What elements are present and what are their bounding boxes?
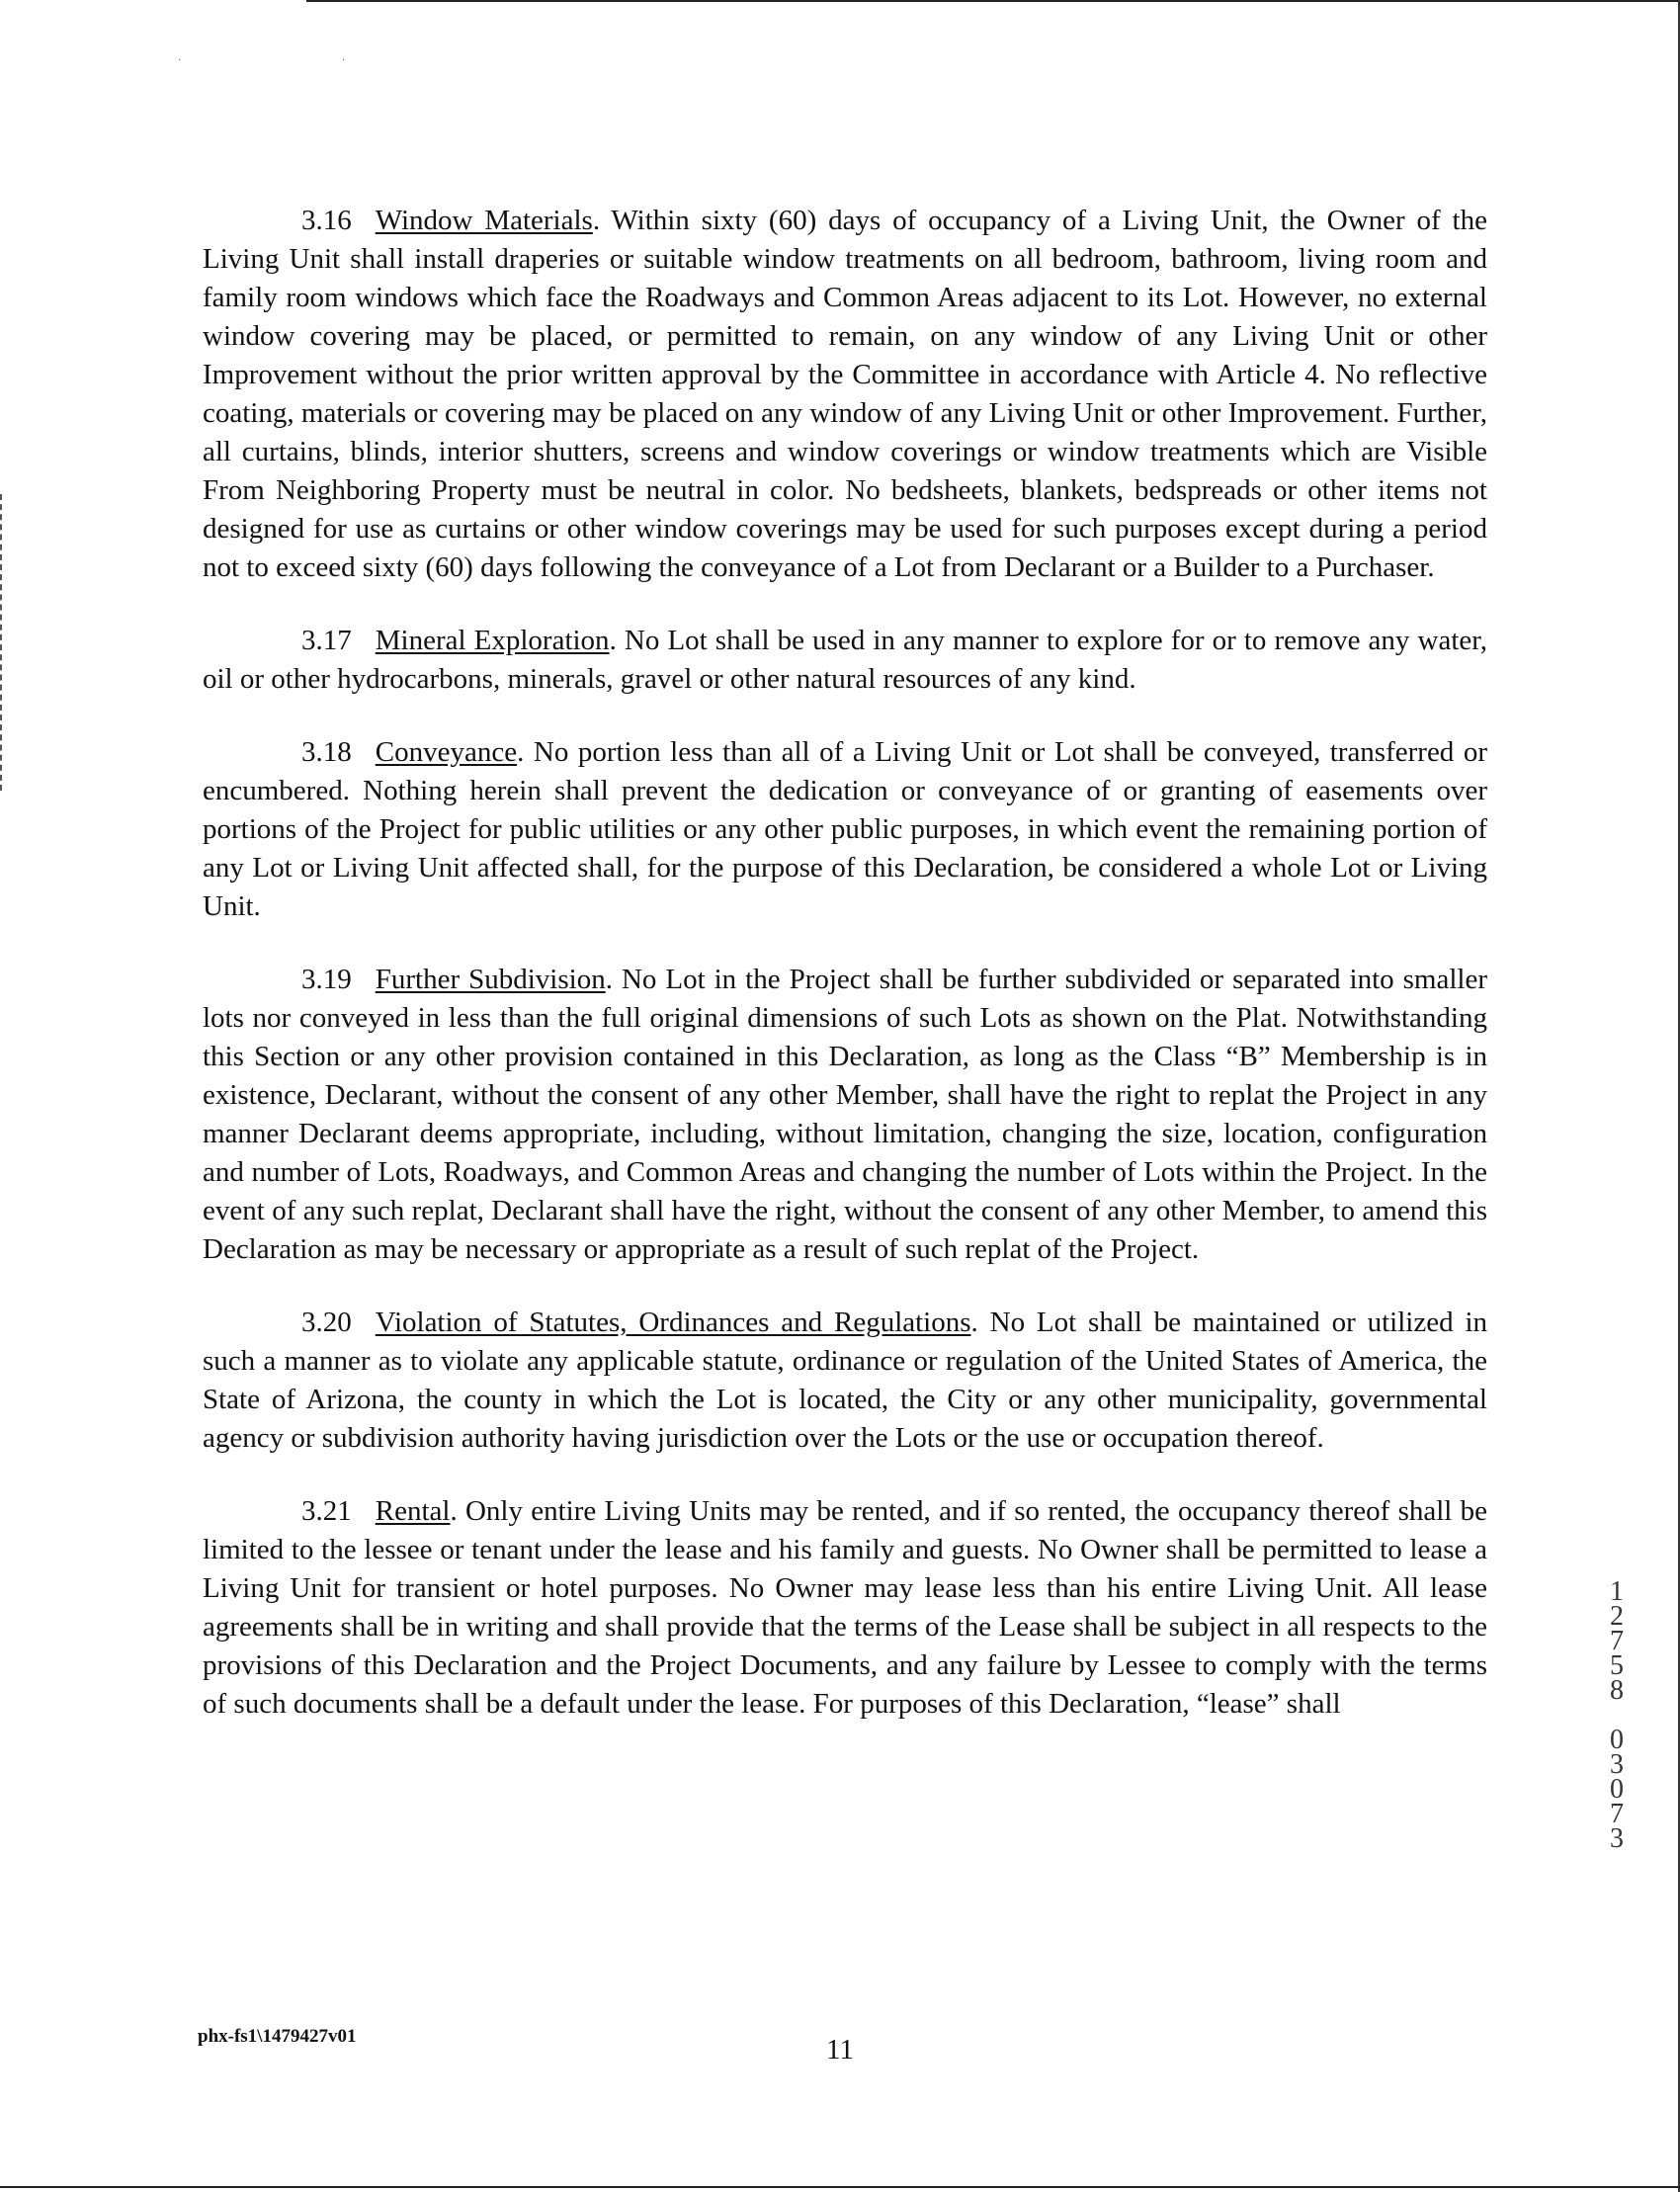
section-3-17: 3.17 Mineral Exploration. No Lot shall be used in any manner to explore for or to remove any water, oil or other hydrocarbons, minerals, gravel or other natural resources of any kind.: [203, 625, 1488, 695]
section-3-20: 3.20 Violation of Statutes, Ordinances and Regulations. No Lot shall be maintained or utilized in such a manner as to violate any applicable statute, ordinance or regulation of the United States of America, the State of Arizona, the county in which the Lot is located, the City or any other municipality, governmental agency or subdivision authority having jurisdiction over the Lots or the use or occupation thereof.: [203, 1307, 1488, 1454]
section-number: 3.16: [301, 205, 352, 236]
section-3-18: 3.18 Conveyance. No portion less than all of a Living Unit or Lot shall be conveyed, transferred or encumbered. Nothing herein shall prevent the dedication or conveyance of or granting of easements over portions of the Project for public utilities or any other public purposes, in which event the remaining portion of any Lot or Living Unit affected shall, for the purpose of this Declaration, be considered a whole Lot or Living Unit.: [203, 736, 1487, 922]
section-text: No portion less than all of a Living Unit or Lot shall be conveyed, transferred or encumbered. Nothing herein shall prevent the dedication or conveyance of or granting of easements over portions of the Project for public utilities or any other public purposes, in which event the remaining portion of any Lot or Living Unit affected shall, for the purpose of this Declaration, be considered a whole Lot or Living Unit.: [203, 736, 1487, 922]
section-heading: Window Materials: [375, 205, 593, 236]
section-3-21: 3.21 Rental. Only entire Living Units may be rented, and if so rented, the occupancy thereof shall be limited to the lessee or tenant under the lease and his family and guests. No Owner shall be permitted to lease a Living Unit for transient or hotel purposes. No Owner may lease less than his entire Living Unit. All lease agreements shall be in writing and shall provide that the terms of the Lease shall be subject in all respects to the provisions of this Declaration and the Project Documents, and any failure by Lessee to comply with the terms of such documents shall be a default under the lease. For purposes of this Declaration, “lease” shall: [203, 1495, 1488, 1720]
section-heading: Rental: [375, 1495, 451, 1527]
section-number: 3.17: [301, 625, 352, 656]
footer-document-code: phx-fs1\1479427v01: [198, 2026, 357, 2047]
section-text: Within sixty (60) days of occupancy of a Living Unit, the Owner of the Living Unit shall install draperies or suitable window treatments on all bedroom, bathroom, living room and family room windows which face the Roadways and Common Areas adjacent to its Lot. However, no external window covering may be placed, or permitted to remain, on any window of any Living Unit or other Improvement without the prior written approval by the Committee in accordance with Article 4. No reflective coating, materials or covering may be placed on any window of any Living Unit or other Improvement. Further, all curtains, blinds, interior shutters, screens and window coverings or window treatments which are Visible From Neighboring Property must be neutral in color. No bedsheets, blankets, bedspreads or other items not designed for use as curtains or other window coverings may be used for such purposes except during a period not to exceed sixty (60) days following the conveyance of a Lot from Declarant or a Builder to a Purchaser.: [203, 205, 1487, 583]
document-body: [203, 202, 1487, 1758]
section-heading: Mineral Exploration: [375, 625, 610, 656]
section-text: No Lot in the Project shall be further subdivided or separated into smaller lots nor conveyed in less than the full original dimensions of such Lots as shown on the Plat. Notwithstanding this Section or any other provision contained in this Declaration, as long as the Class “B” Membership is in existence, Declarant, without the consent of any other Member, shall have the right to replat the Project in any manner Declarant deems appropriate, including, without limitation, changing the size, location, configuration and number of Lots, Roadways, and Common Areas and changing the number of Lots within the Project. In the event of any such replat, Declarant shall have the right, without the consent of any other Member, to amend this Declaration as may be necessary or appropriate as a result of such replat of the Project.: [203, 964, 1487, 1265]
scan-edge-left: [0, 494, 4, 791]
scan-specks: · ·: [178, 55, 425, 66]
section-number: 3.18: [301, 736, 352, 768]
section-heading: Further Subdivision: [375, 964, 606, 995]
section-3-16: 3.16 Window Materials. Within sixty (60) days of occupancy of a Living Unit, the Owner of the Living Unit shall install draperies or suitable window treatments on all bedroom, bathroom, living room and family room windows which face the Roadways and Common Areas adjacent to its Lot. However, no external window covering may be placed, or permitted to remain, on any window of any Living Unit or other Improvement without the prior written approval by the Committee in accordance with Article 4. No reflective coating, materials or covering may be placed on any window of any Living Unit or other Improvement. Further, all curtains, blinds, interior shutters, screens and window coverings or window treatments which are Visible From Neighboring Property must be neutral in color. No bedsheets, blankets, bedspreads or other items not designed for use as curtains or other window coverings may be used for such purposes except during a period not to exceed sixty (60) days following the conveyance of a Lot from Declarant or a Builder to a Purchaser.: [203, 205, 1487, 583]
recording-number-stamp: 1 2 7 5 8 0 3 0 7 3: [1610, 1576, 1624, 1854]
section-number: 3.19: [301, 964, 352, 995]
scan-edge-bottom: [0, 2186, 1680, 2188]
section-number: 3.20: [301, 1307, 352, 1338]
scan-edge-top: [306, 0, 1680, 2]
section-text: No Lot shall be used in any manner to explore for or to remove any water, oil or other hydrocarbons, minerals, gravel or other natural resources of any kind.: [203, 625, 1488, 695]
page-number: 11: [826, 2034, 854, 2066]
section-3-19: 3.19 Further Subdivision. No Lot in the Project shall be further subdivided or separated into smaller lots nor conveyed in less than the full original dimensions of such Lots as shown on the Plat. Notwithstanding this Section or any other provision contained in this Declaration, as long as the Class “B” Membership is in existence, Declarant, without the consent of any other Member, shall have the right to replat the Project in any manner Declarant deems appropriate, including, without limitation, changing the size, location, configuration and number of Lots, Roadways, and Common Areas and changing the number of Lots within the Project. In the event of any such replat, Declarant shall have the right, without the consent of any other Member, to amend this Declaration as may be necessary or appropriate as a result of such replat of the Project.: [203, 964, 1487, 1265]
section-heading: Violation of Statutes, Ordinances and Regulations: [375, 1307, 971, 1338]
section-number: 3.21: [301, 1495, 352, 1527]
section-text: No Lot shall be maintained or utilized in such a manner as to violate any applicable statute, ordinance or regulation of the United States of America, the State of Arizona, the county in which the Lot is located, the City or any other municipality, governmental agency or subdivision authority having jurisdiction over the Lots or the use or occupation thereof.: [203, 1307, 1488, 1454]
section-text: Only entire Living Units may be rented, and if so rented, the occupancy thereof shall be limited to the lessee or tenant under the lease and his family and guests. No Owner shall be permitted to lease a Living Unit for transient or hotel purposes. No Owner may lease less than his entire Living Unit. All lease agreements shall be in writing and shall provide that the terms of the Lease shall be subject in all respects to the provisions of this Declaration and the Project Documents, and any failure by Lessee to comply with the terms of such documents shall be a default under the lease. For purposes of this Declaration, “lease” shall: [203, 1495, 1488, 1720]
section-heading: Conveyance: [375, 736, 518, 768]
